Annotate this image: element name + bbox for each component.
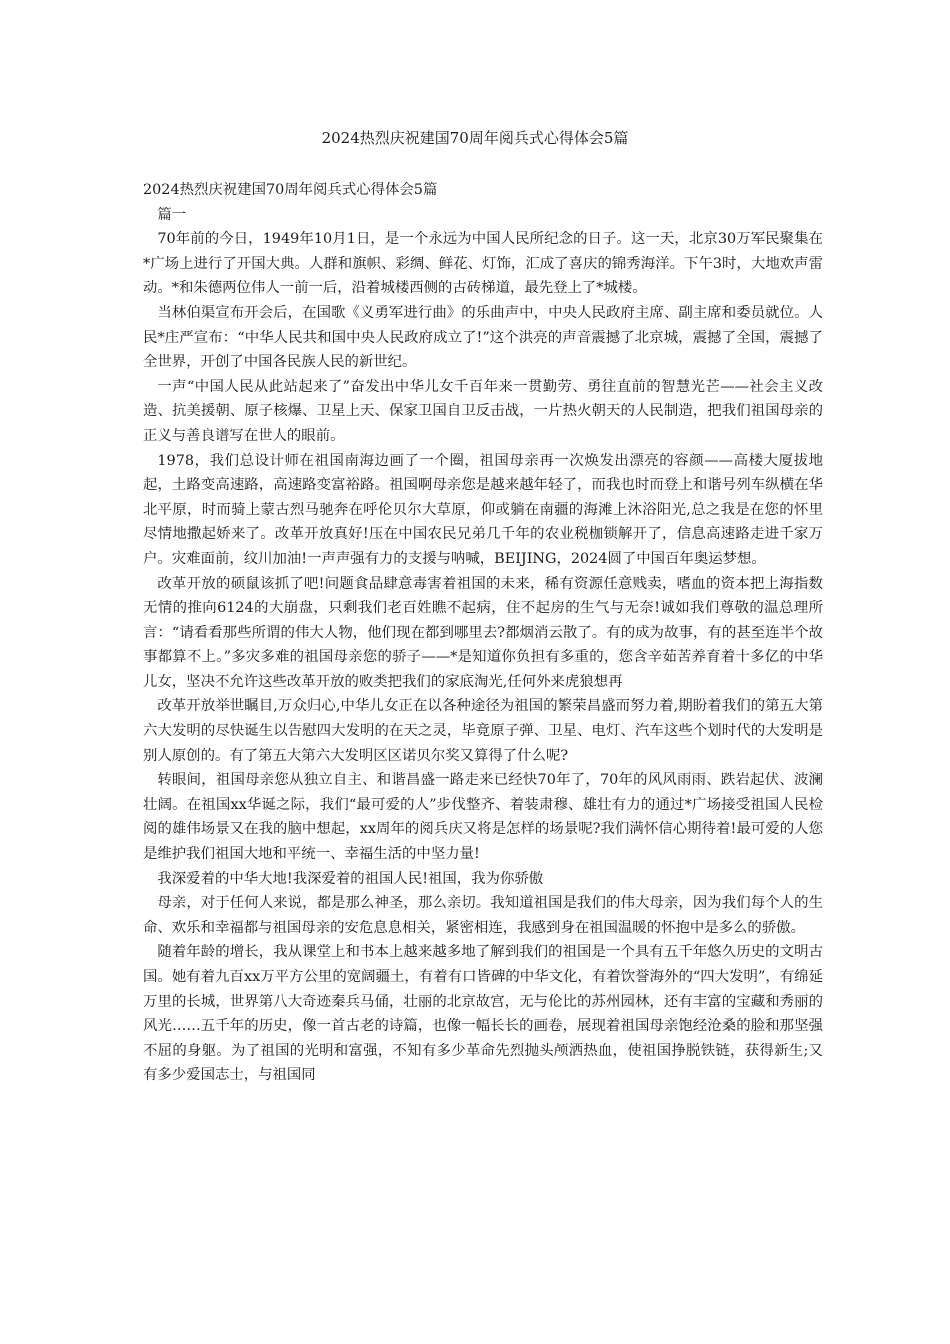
section-label: 篇一 — [157, 206, 187, 223]
paragraph: 当林伯渠宣布开会后，在国歌《义勇军进行曲》的乐曲声中，中央人民政府主席、副主席和委员就位。人民*庄严宣布：“中华人民共和国中央人民政府成立了!”这个洪亮的声音震撼了北京城，震撼了全国，震撼了全世界，开创了中国各民族人民的新世纪。 — [143, 304, 823, 371]
paragraph: 改革开放举世瞩目,万众归心,中华儿女正在以各种途径为祖国的繁荣昌盛而努力着,期盼着我们的第五大第六大发明的尽快诞生以告慰四大发明的在天之灵，毕竟原子弹、卫星、电灯、汽车这些个划时代的大发明是别人原创的。有了第五大第六大发明区区诺贝尔奖又算得了什么呢? — [143, 698, 823, 764]
paragraph: 一声“中国人民从此站起来了”奋发出中华儿女千百年来一贯勤劳、勇往直前的智慧光芒——社会主义改造、抗美援朝、原子核爆、卫星上天、保家卫国自卫反击战，一片热火朝天的人民制造，把我们祖国母亲的正义与善良谱写在世人的眼前。 — [143, 378, 823, 444]
document-heading: 2024热烈庆祝建国70周年阅兵式心得体会5篇 — [143, 182, 438, 198]
document-title: 2024热烈庆祝建国70周年阅兵式心得体会5篇 — [321, 129, 629, 147]
paragraph: 70年前的今日，1949年10月1日，是一个永远为中国人民所纪念的日子。这一天，北京30万军民聚集在*广场上进行了开国大典。人群和旗帜、彩绸、鲜花、灯饰，汇成了喜庆的锦秀海洋。下午3时，大地欢声雷动。*和朱德两位伟人一前一后，沿着城楼西侧的古砖梯道，最先登上了*城楼。 — [143, 231, 823, 297]
paragraph: 转眼间，祖国母亲您从独立自主、和谐昌盛一路走来已经快70年了，70年的风风雨雨、跌岩起伏、波澜壮阔。在祖国xx华诞之际，我们“最可爱的人”步伐整齐、着装肃穆、雄壮有力的通过*广场接受祖国人民检阅的雄伟场景又在我的脑中想起，xx周年的阅兵庆又将是怎样的场景呢?我们满怀信心期待着!最可爱的人您是维护我们祖国大地和平统一、幸福生活的中坚力量! — [143, 772, 823, 863]
paragraph: 母亲，对于任何人来说，都是那么神圣，那么亲切。我知道祖国是我们的伟大母亲，因为我们每个人的生命、欢乐和幸福都与祖国母亲的安危息息相关，紧密相连，我感到身在祖国温暖的怀抱中是多么的骄傲。 — [143, 895, 823, 936]
paragraph: 改革开放的硕鼠该抓了吧!问题食品肆意毒害着祖国的未来，稀有资源任意贱卖，嗜血的资本把上海指数无情的推向6124的大崩盘，只剩我们老百姓瞧不起病，住不起房的生气与无奈!诚如我们尊敬的温总理所言：“请看看那些所谓的伟大人物，他们现在都到哪里去?都烟消云散了。有的成为故事，有的甚至连半个故事都算不上。”多灾多难的祖国母亲您的骄子——*是知道你负担有多重的，您含辛茹苦养育着十多亿的中华儿女，坚决不允许这些改革开放的败类把我们的家底淘光,任何外来虎狼想再 — [143, 575, 823, 690]
document-body — [143, 178, 823, 1088]
paragraph: 1978，我们总设计师在祖国南海边画了一个圈，祖国母亲再一次焕发出漂亮的容颜——高楼大厦拔地起，土路变高速路，高速路变富裕路。祖国啊母亲您是越来越年轻了，而我也时而登上和谐号列车纵横在华北平原，时而骑上蒙古烈马驰奔在呼伦贝尔大草原，仰或躺在南疆的海滩上沐浴阳光,总之我是在您的怀里尽情地撒起娇来了。改革开放真好!压在中国农民兄弟几千年的农业税枷锁解开了，信息高速路走进千家万户。灾难面前，纹川加油!一声声强有力的支援与呐喊，BEIJING，2024圆了中国百年奥运梦想。 — [143, 452, 823, 567]
paragraph: 随着年龄的增长，我从课堂上和书本上越来越多地了解到我们的祖国是一个具有五千年悠久历史的文明古国。她有着九百xx万平方公里的宽阔疆土，有着有口皆碑的中华文化，有着饮誉海外的“四大发明”，有绵延万里的长城，世界第八大奇迹秦兵马俑，壮丽的北京故宫，无与伦比的苏州园林，还有丰富的宝藏和秀丽的风光……五千年的历史，像一首古老的诗篇，也像一幅长长的画卷，展现着祖国母亲饱经沧桑的脸和那坚强不屈的身躯。为了祖国的光明和富强，不知有多少革命先烈抛头颅洒热血，使祖国挣脱铁链，获得新生;又有多少爱国志士，与祖国同 — [143, 944, 823, 1084]
paragraph: 我深爱着的中华大地!我深爱着的祖国人民!祖国，我为你骄傲 — [157, 870, 544, 887]
